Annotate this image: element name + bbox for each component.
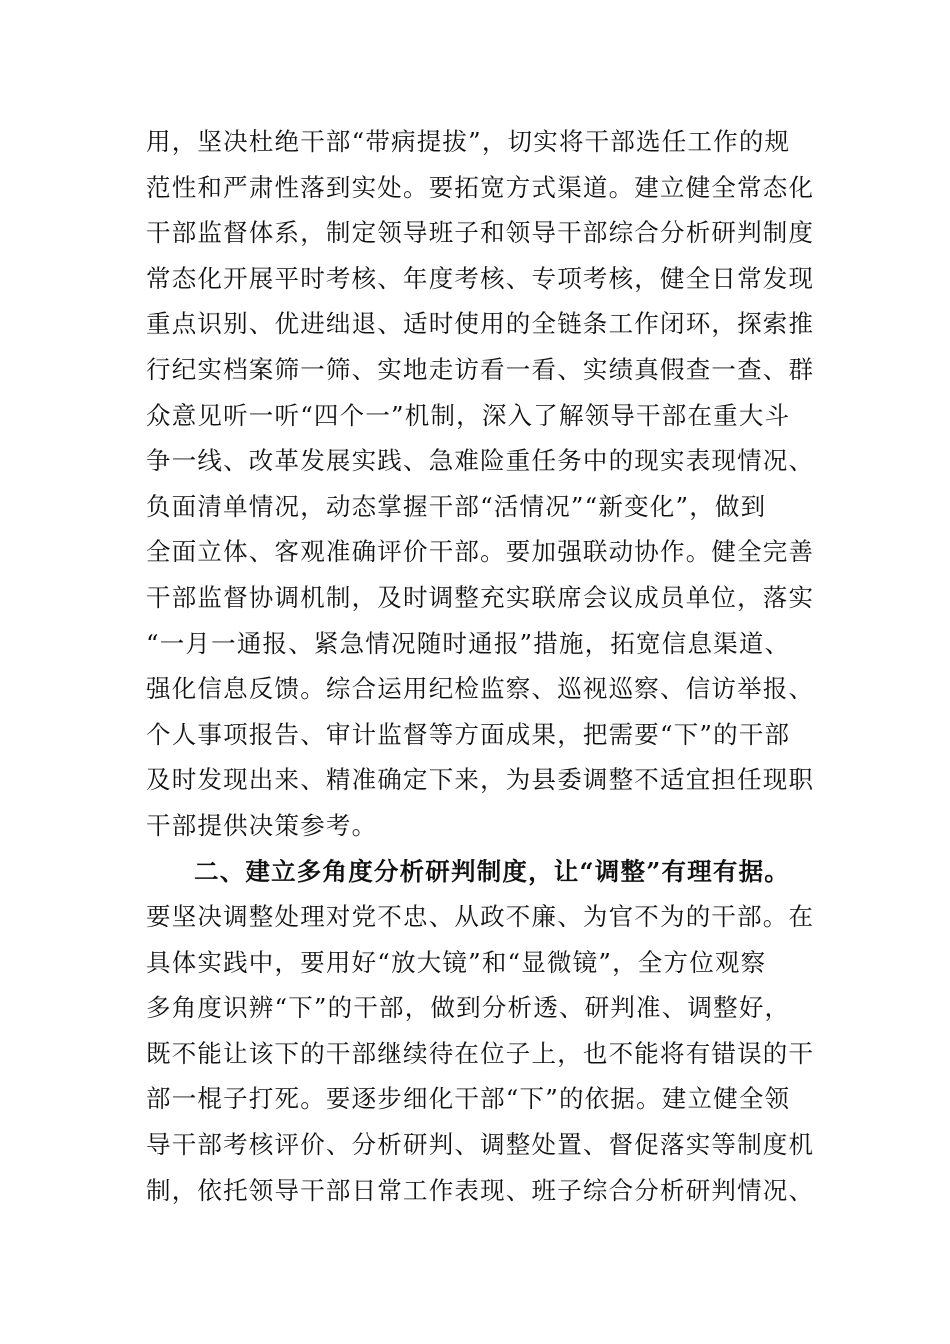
paragraph-line: 既不能让该下的干部继续待在位子上，也不能将有错误的干 xyxy=(146,1038,815,1068)
paragraph-line: 干部监督体系，制定领导班子和领导干部综合分析研判制度 xyxy=(146,218,815,248)
paragraph-line: “一月一通报、紧急情况随时通报”措施，拓宽信息渠道、 xyxy=(146,628,791,658)
paragraph-line: 要坚决调整处理对党不忠、从政不廉、为官不为的干部。在 xyxy=(146,902,815,932)
paragraph-line: 干部提供决策参考。 xyxy=(146,810,378,840)
paragraph-line: 具体实践中，要用好“放大镜”和“显微镜”，全方位观察 xyxy=(146,947,767,977)
paragraph-line: 争一线、改革发展实践、急难险重任务中的现实表现情况、 xyxy=(146,446,815,476)
paragraph-line: 用，坚决杜绝干部“带病提拔”，切实将干部选任工作的规 xyxy=(146,127,791,156)
paragraph-line: 全面立体、客观准确评价干部。要加强联动协作。健全完善 xyxy=(146,537,815,567)
paragraph-line: 多角度识辨“下”的干部，做到分析透、研判准、调整好， xyxy=(146,993,791,1023)
paragraph-line: 导干部考核评价、分析研判、调整处置、督促落实等制度机 xyxy=(146,1130,815,1160)
section-heading-line: 二、建立多角度分析研判制度，让“调整”有理有据。 xyxy=(194,856,790,886)
paragraph-line: 众意见听一听“四个一”机制，深入了解领导干部在重大斗 xyxy=(146,400,791,430)
paragraph-line: 制，依托领导干部日常工作表现、班子综合分析研判情况、 xyxy=(146,1175,815,1205)
paragraph-line: 行纪实档案筛一筛、实地走访看一看、实绩真假查一查、群 xyxy=(146,354,815,384)
paragraph-line: 强化信息反馈。综合运用纪检监察、巡视巡察、信访举报、 xyxy=(146,674,815,704)
paragraph-line: 部一棍子打死。要逐步细化干部“下”的依据。建立健全领 xyxy=(146,1084,791,1114)
paragraph-line: 负面清单情况，动态掌握干部“活情况”“新变化”，做到 xyxy=(146,491,767,521)
paragraph-line: 常态化开展平时考核、年度考核、专项考核，健全日常发现 xyxy=(146,263,815,293)
paragraph-line: 个人事项报告、审计监督等方面成果，把需要“下”的干部 xyxy=(146,719,791,749)
document-body xyxy=(146,119,816,1213)
paragraph-line: 重点识别、优进绌退、适时使用的全链条工作闭环，探索推 xyxy=(146,309,815,339)
paragraph-line: 及时发现出来、精准确定下来，为县委调整不适宜担任现职 xyxy=(146,765,815,795)
paragraph-line: 范性和严肃性落到实处。要拓宽方式渠道。建立健全常态化 xyxy=(146,172,815,202)
paragraph-line: 干部监督协调机制，及时调整充实联席会议成员单位，落实 xyxy=(146,582,815,612)
